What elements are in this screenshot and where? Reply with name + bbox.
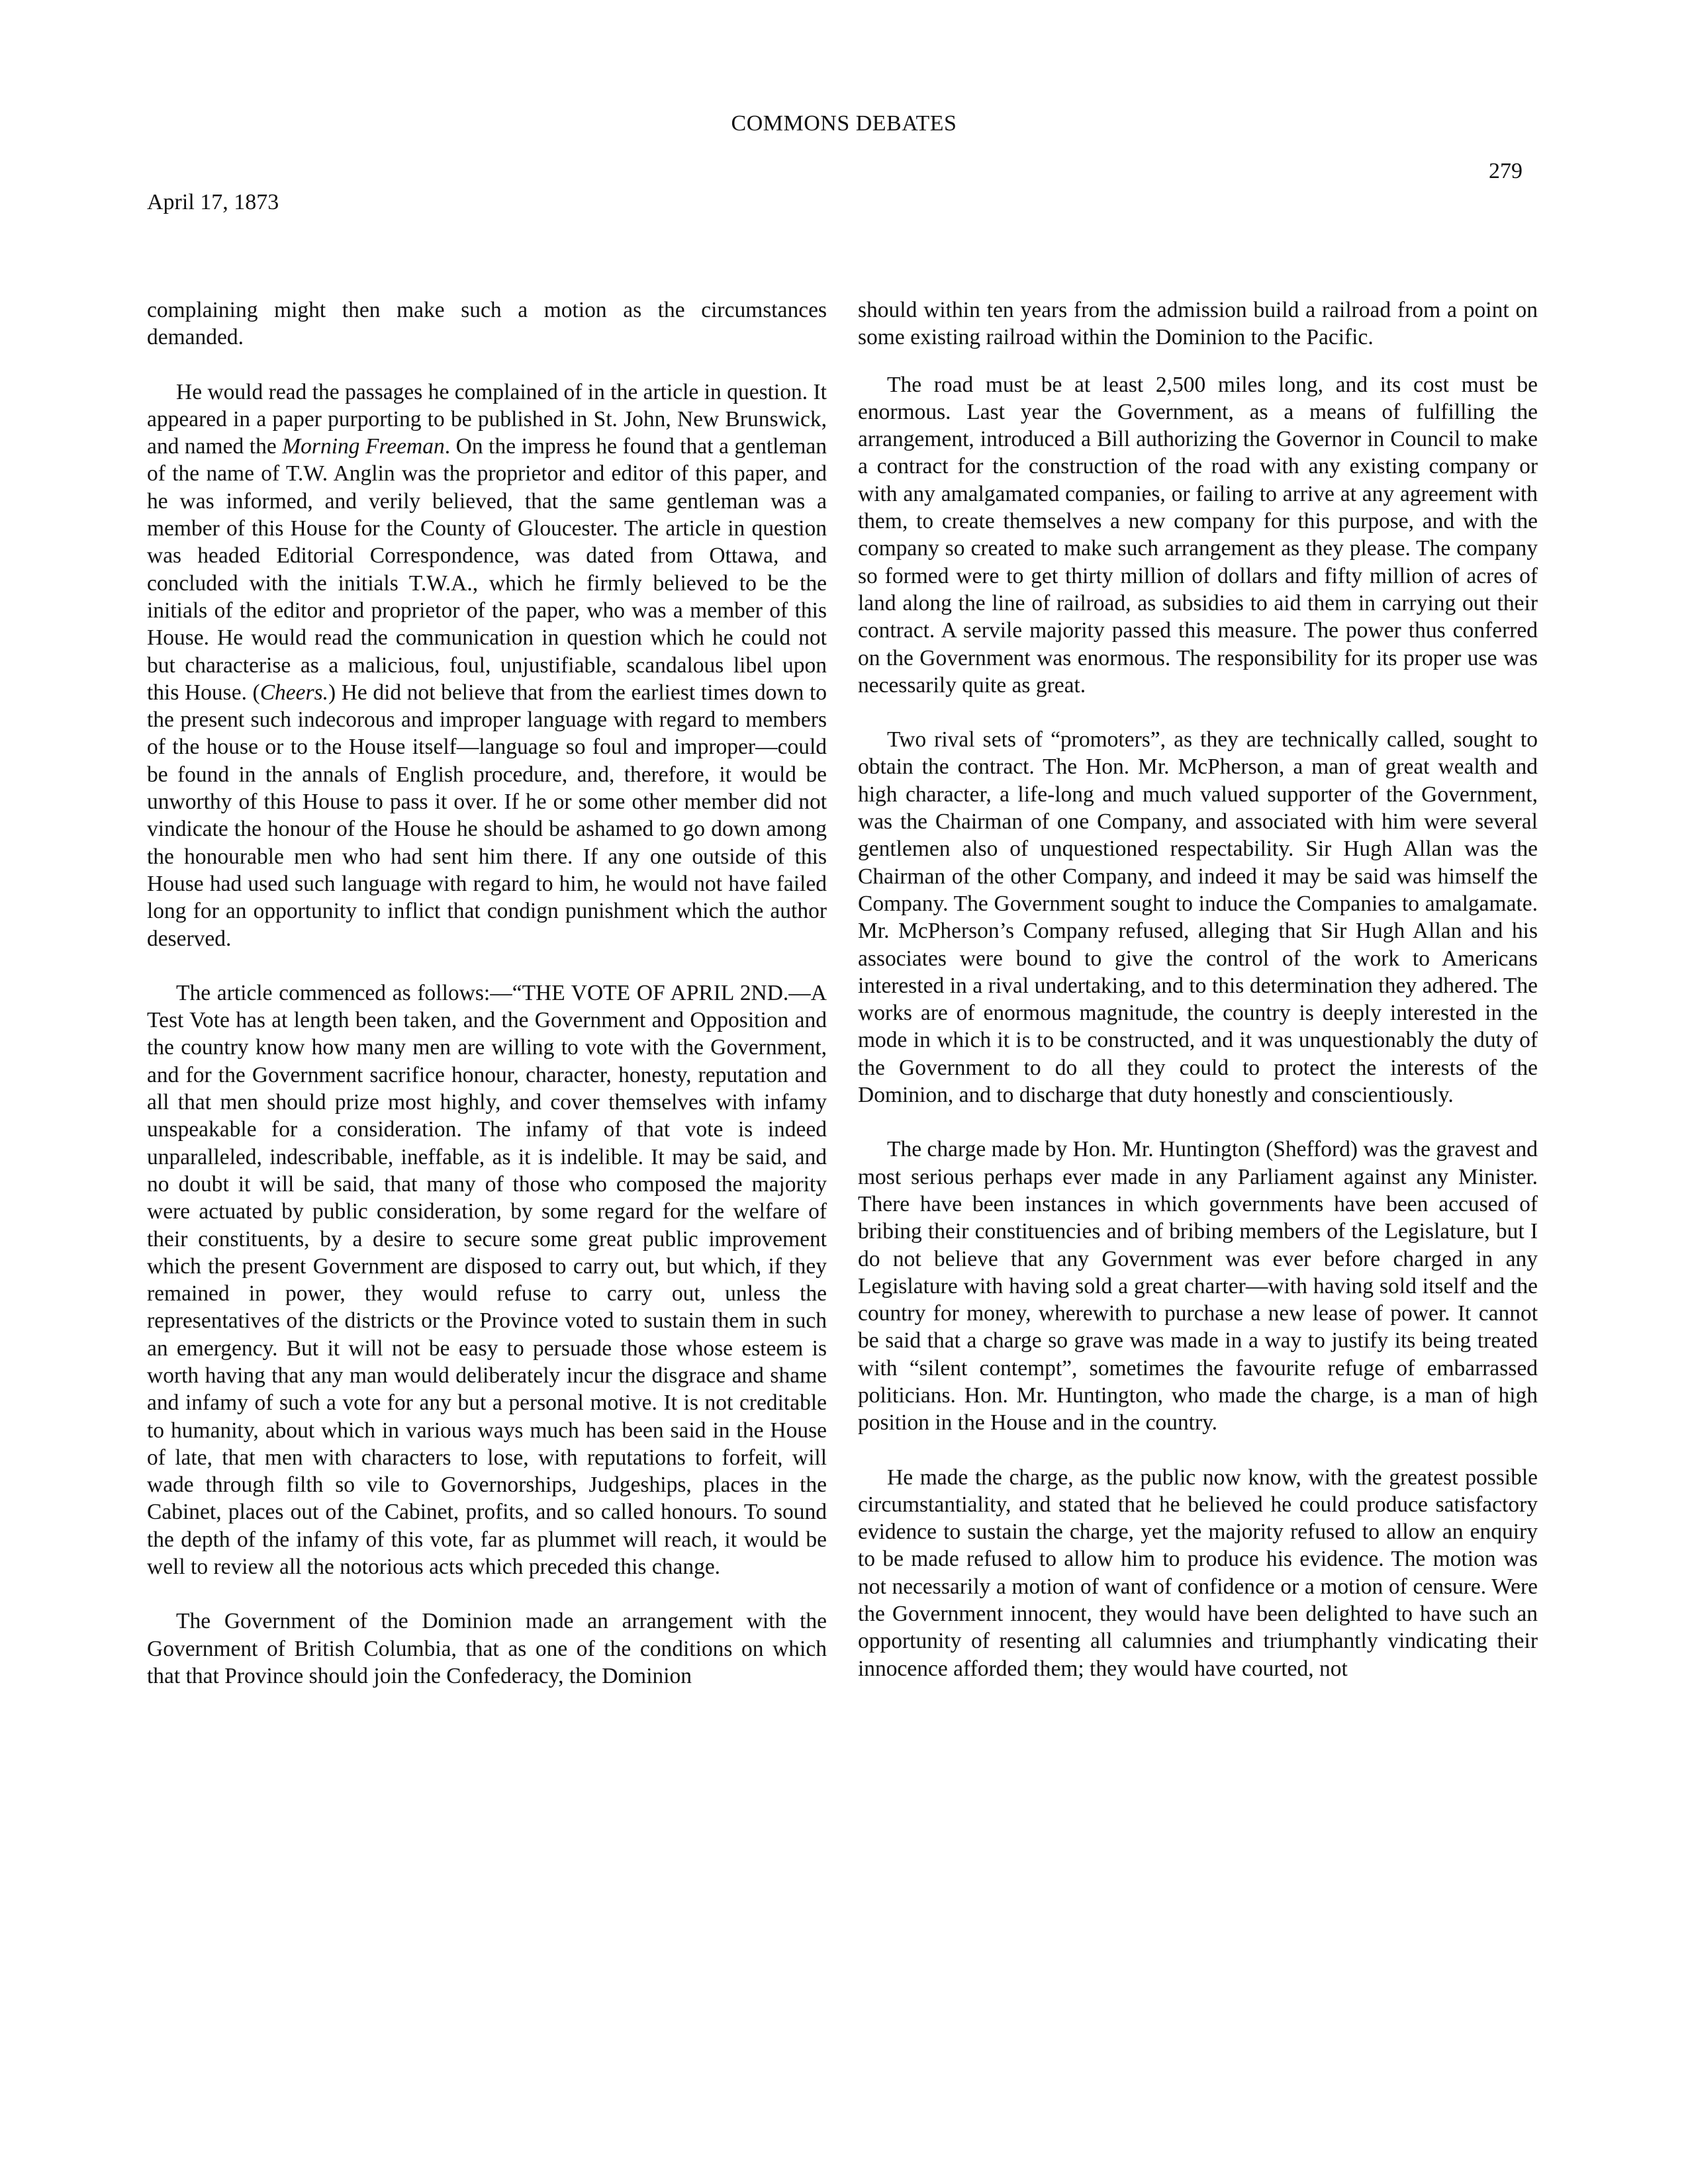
right-paragraph-1: should within ten years from the admission build a railroad from a point on some existing railroad within the Dominion to the Pacific. (858, 298, 1538, 350)
right-paragraph-4: The charge made by Hon. Mr. Huntington (Shefford) was the gravest and most serious perhaps ever made in any Parliament against any Minister. There have been instances in which governments have been accused of bribing their constituencies and of bribing members of the Legislature, but I do not believe that any Government was ever before charged in any Legislature with having sold a great charter—with having sold itself and the country for money, wherewith to purchase a new lease of power. It cannot be said that a charge so grave was made in a way to justify its being treated with “silent contempt”, sometimes the favourite refuge of embarrassed politicians. Hon. Mr. Huntington, who made the charge, is a man of high position in the House and in the country. (858, 1137, 1538, 1435)
left-paragraph-4: The Government of the Dominion made an arrangement with the Government of British Columbia, that as one of the conditions on which that that Province should join the Confederacy, the Dominion (147, 1609, 827, 1688)
cheers-interjection: Cheers. (259, 680, 328, 705)
right-paragraph-2: The road must be at least 2,500 miles long, and its cost must be enormous. Last year the Government, as a means of fulfilling the arrangement, introduced a Bill authorizing the Governor in Council to make a contract for the construction of the road with any existing company or with any amalgamated companies, or failing to arrive at any agreement with them, to create themselves a new company for this purpose, and with the company so created to make such arrangement as they please. The company so formed were to get thirty million of dollars and fifty million of acres of land along the line of railroad, as subsidies to aid them in carrying out their contract. A servile majority passed this measure. The power thus conferred on the Government was enormous. The responsibility for its proper use was necessarily quite as great. (858, 372, 1538, 698)
newspaper-title: Morning Freeman (282, 434, 445, 459)
left-paragraph-2-text-b: . On the impress he found that a gentleman of the name of T.W. Anglin was the proprietor and editor of this paper, and he was informed, and verily believed, that the same gentleman was a member of this House for the County of Gloucester. The article in question was headed Editorial Correspondence, was dated from Ottawa, and concluded with the initials T.W.A., which he firmly believed to be the initials of the editor and proprietor of the paper, who was a member of this House. He would read the communication in question which he could not but characterise as a malicious, foul, unjustifiable, scandalous libel upon this House. ( (147, 434, 827, 705)
right-paragraph-3: Two rival sets of “promoters”, as they are technically called, sought to obtain the contract. The Hon. Mr. McPherson, a man of great wealth and high character, a life-long and much valued supporter of the Government, was the Chairman of one Company, and associated with him were several gentlemen also of unquestioned respectability. Sir Hugh Allan was the Chairman of the other Company, and indeed it may be said was himself the Company. The Government sought to induce the Companies to amalgamate. Mr. McPherson’s Company refused, alleging that Sir Hugh Allan and his associates were bound to give the control of the work to Americans interested in a rival undertaking, and to this determination they adhered. The works are of enormous magnitude, the country is deeply interested in the mode in which it is to be constructed, and it was unquestionably the duty of the Government to do all they could to protect the interests of the Dominion, and to discharge that duty honestly and conscientiously. (858, 727, 1538, 1108)
left-paragraph-2 (147, 379, 827, 952)
running-title: COMMONS DEBATES (731, 111, 957, 136)
left-paragraph-2-text-a: He would read the passages he complained of in the article in question. It appeared in a paper purporting to be published in St. John, New Brunswick, and named the (147, 379, 827, 459)
left-paragraph-1: complaining might then make such a motion as the circumstances demanded. (147, 298, 827, 350)
left-column (147, 296, 827, 1690)
right-paragraph-5: He made the charge, as the public now know, with the greatest possible circumstantiality, and stated that he believed he could produce satisfactory evidence to sustain the charge, yet the majority refused to allow an enquiry to be made refused to allow him to produce his evidence. The motion was not necessarily a motion of want of confidence or a motion of censure. Were the Government innocent, they would have been delighted to have such an opportunity of resenting all calumnies and triumphantly vindicating their innocence afforded them; they would have courted, not (858, 1465, 1538, 1681)
left-paragraph-2-text-c: ) He did not believe that from the earliest times down to the present such indecorous and improper language with regard to members of the house or to the House itself—language so foul and improper—could be found in the annals of English procedure, and, therefore, it would be unworthy of this House to pass it over. If he or some other member did not vindicate the honour of the House he should be ashamed to go down among the honourable men who had sent him there. If any one outside of this House had used such language with regard to him, he would not have failed long for an opportunity to inflict that condign punishment which the author deserved. (147, 680, 827, 951)
page-date: April 17, 1873 (147, 190, 279, 214)
left-paragraph-3: The article commenced as follows:—“THE VOTE OF APRIL 2ND.—A Test Vote has at length been taken, and the Government and Opposition and the country know how many men are willing to vote with the Government, and for the Government sacrifice honour, character, honesty, reputation and all that men should prize most highly, and cover themselves with infamy unspeakable for a consideration. The infamy of that vote is indeed unparalleled, indescribable, ineffable, as it is indelible. It may be said, and no doubt it will be said, that many of those who composed the majority were actuated by public consideration, by some regard for the welfare of their constituents, by a desire to secure some great public improvement which the present Government are disposed to carry out, but which, if they remained in power, they would refuse to carry out, unless the representatives of the districts or the Province voted to sustain them in such an emergency. But it will not be easy to persuade those whose esteem is worth having that any man would deliberately incur the disgrace and shame and infamy of such a vote for any but a personal motive. It is not creditable to humanity, about which in various ways much has been said in the House of late, that men with characters to lose, with reputations to forfeit, will wade through filth so vile to Governorships, Judgeships, places in the Cabinet, places out of the Cabinet, profits, and so called honours. To sound the depth of the infamy of this vote, far as plummet will reach, it would be well to review all the notorious acts which preceded this change. (147, 980, 827, 1580)
page-number: 279 (1489, 159, 1523, 183)
right-column (858, 296, 1538, 1682)
